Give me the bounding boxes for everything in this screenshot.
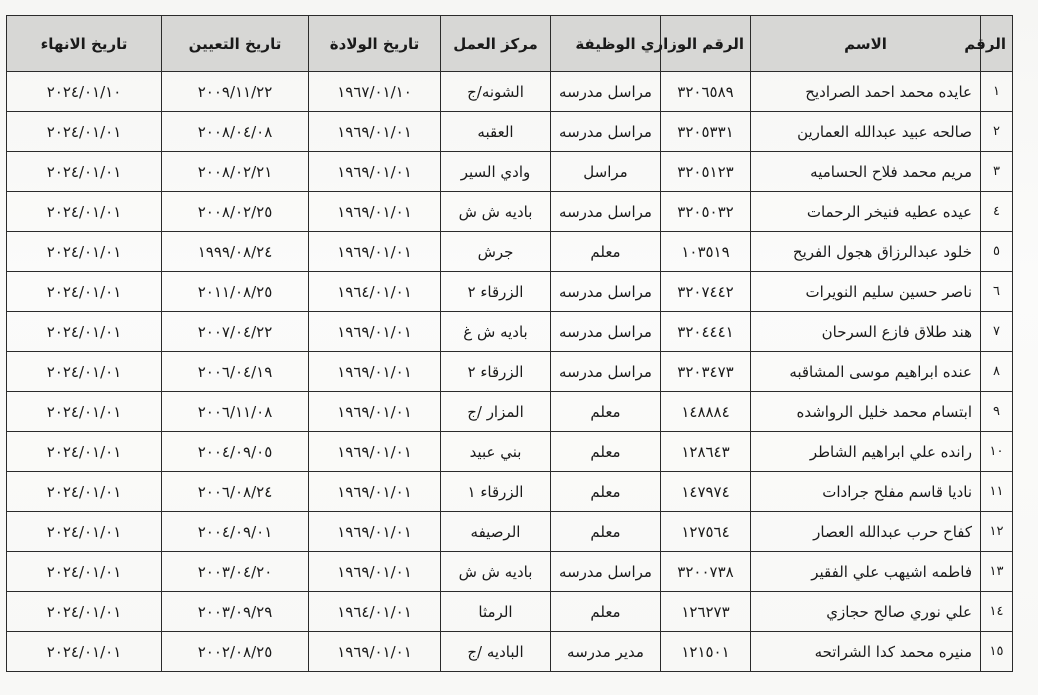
cell-job: مراسل مدرسه xyxy=(551,352,661,392)
cell-end-date: ٢٠٢٤/٠١/٠١ xyxy=(7,152,162,192)
cell-num: ١٠ xyxy=(981,432,1013,472)
cell-num: ٢ xyxy=(981,112,1013,152)
cell-name: خلود عبدالرزاق هجول الفريح xyxy=(751,232,981,272)
cell-name: منيره محمد كدا الشراتحه xyxy=(751,632,981,672)
cell-birth-date: ١٩٦٩/٠١/٠١ xyxy=(309,432,441,472)
table-row xyxy=(7,112,1013,152)
table-row xyxy=(7,552,1013,592)
cell-appointment-date: ٢٠٠٤/٠٩/٠١ xyxy=(162,512,309,552)
cell-work-center: جرش xyxy=(441,232,551,272)
cell-ministry-id: ١٠٣٥١٩ xyxy=(661,232,751,272)
cell-name: كفاح حرب عبدالله العصار xyxy=(751,512,981,552)
cell-job: معلم xyxy=(551,232,661,272)
cell-name: ناديا قاسم مفلح جرادات xyxy=(751,472,981,512)
cell-job: معلم xyxy=(551,472,661,512)
cell-num: ١٣ xyxy=(981,552,1013,592)
cell-name: ناصر حسين سليم النويرات xyxy=(751,272,981,312)
cell-end-date: ٢٠٢٤/٠١/٠١ xyxy=(7,552,162,592)
cell-end-date: ٢٠٢٤/٠١/٠١ xyxy=(7,472,162,512)
cell-ministry-id: ١٢٦٢٧٣ xyxy=(661,592,751,632)
cell-name: صالحه عبيد عبدالله العمارين xyxy=(751,112,981,152)
cell-name: هند طلاق فازع السرحان xyxy=(751,312,981,352)
header-end-date: تاريخ الانهاء xyxy=(7,16,162,72)
cell-end-date: ٢٠٢٤/٠١/٠١ xyxy=(7,392,162,432)
cell-work-center: وادي السير xyxy=(441,152,551,192)
cell-ministry-id: ٣٢٠٥٣٣١ xyxy=(661,112,751,152)
cell-ministry-id: ١٤٧٩٧٤ xyxy=(661,472,751,512)
cell-num: ١٥ xyxy=(981,632,1013,672)
header-ministry-id: الرقم الوزاري xyxy=(661,16,751,72)
cell-ministry-id: ١٤٨٨٨٤ xyxy=(661,392,751,432)
cell-end-date: ٢٠٢٤/٠١/٠١ xyxy=(7,112,162,152)
employee-roster-table xyxy=(6,15,1013,672)
cell-num: ١ xyxy=(981,72,1013,112)
cell-job: مراسل مدرسه xyxy=(551,552,661,592)
cell-num: ٦ xyxy=(981,272,1013,312)
cell-end-date: ٢٠٢٤/٠١/٠١ xyxy=(7,432,162,472)
cell-ministry-id: ٣٢٠٧٤٤٢ xyxy=(661,272,751,312)
cell-appointment-date: ٢٠٠٧/٠٤/٢٢ xyxy=(162,312,309,352)
cell-appointment-date: ٢٠٠٨/٠٢/٢٥ xyxy=(162,192,309,232)
cell-name: عنده ابراهيم موسى المشاقبه xyxy=(751,352,981,392)
cell-ministry-id: ٣٢٠٥١٢٣ xyxy=(661,152,751,192)
cell-birth-date: ١٩٦٩/٠١/٠١ xyxy=(309,192,441,232)
cell-work-center: بني عبيد xyxy=(441,432,551,472)
cell-appointment-date: ٢٠٠٨/٠٤/٠٨ xyxy=(162,112,309,152)
table-row xyxy=(7,152,1013,192)
cell-appointment-date: ٢٠٠٣/٠٩/٢٩ xyxy=(162,592,309,632)
cell-end-date: ٢٠٢٤/٠١/٠١ xyxy=(7,272,162,312)
table-row xyxy=(7,192,1013,232)
cell-ministry-id: ٣٢٠٥٠٣٢ xyxy=(661,192,751,232)
cell-job: مراسل مدرسه xyxy=(551,72,661,112)
cell-work-center: الرمثا xyxy=(441,592,551,632)
cell-work-center: الرصيفه xyxy=(441,512,551,552)
cell-birth-date: ١٩٦٤/٠١/٠١ xyxy=(309,592,441,632)
cell-job: معلم xyxy=(551,432,661,472)
cell-num: ١٤ xyxy=(981,592,1013,632)
cell-appointment-date: ٢٠١١/٠٨/٢٥ xyxy=(162,272,309,312)
cell-end-date: ٢٠٢٤/٠١/٠١ xyxy=(7,232,162,272)
cell-end-date: ٢٠٢٤/٠١/٠١ xyxy=(7,512,162,552)
cell-name: عايده محمد احمد الصراديح xyxy=(751,72,981,112)
cell-ministry-id: ٣٢٠٦٥٨٩ xyxy=(661,72,751,112)
cell-job: مراسل مدرسه xyxy=(551,312,661,352)
cell-num: ٩ xyxy=(981,392,1013,432)
cell-birth-date: ١٩٦٩/٠١/٠١ xyxy=(309,392,441,432)
header-birth-date: تاريخ الولادة xyxy=(309,16,441,72)
cell-ministry-id: ٣٢٠٠٧٣٨ xyxy=(661,552,751,592)
cell-num: ٣ xyxy=(981,152,1013,192)
cell-end-date: ٢٠٢٤/٠١/٠١ xyxy=(7,632,162,672)
cell-birth-date: ١٩٦٩/٠١/٠١ xyxy=(309,232,441,272)
header-name: الاسم xyxy=(751,16,981,72)
header-work-center: مركز العمل xyxy=(441,16,551,72)
cell-work-center: الزرقاء ٢ xyxy=(441,272,551,312)
cell-appointment-date: ١٩٩٩/٠٨/٢٤ xyxy=(162,232,309,272)
cell-num: ١١ xyxy=(981,472,1013,512)
cell-job: معلم xyxy=(551,392,661,432)
cell-appointment-date: ٢٠٠٣/٠٤/٢٠ xyxy=(162,552,309,592)
cell-work-center: المزار /ج xyxy=(441,392,551,432)
cell-end-date: ٢٠٢٤/٠١/٠١ xyxy=(7,352,162,392)
cell-name: ابتسام محمد خليل الرواشده xyxy=(751,392,981,432)
cell-birth-date: ١٩٦٩/٠١/٠١ xyxy=(309,112,441,152)
cell-end-date: ٢٠٢٤/٠١/٠١ xyxy=(7,592,162,632)
cell-ministry-id: ١٢١٥٠١ xyxy=(661,632,751,672)
table-row xyxy=(7,432,1013,472)
cell-work-center: الشونه/ج xyxy=(441,72,551,112)
cell-num: ٥ xyxy=(981,232,1013,272)
cell-appointment-date: ٢٠٠٢/٠٨/٢٥ xyxy=(162,632,309,672)
table-body xyxy=(7,72,1013,672)
table-row xyxy=(7,272,1013,312)
cell-work-center: باديه ش ش xyxy=(441,552,551,592)
cell-birth-date: ١٩٦٩/٠١/٠١ xyxy=(309,152,441,192)
cell-ministry-id: ٣٢٠٣٤٧٣ xyxy=(661,352,751,392)
cell-work-center: الزرقاء ٢ xyxy=(441,352,551,392)
cell-name: فاطمه اشيهب علي الفقير xyxy=(751,552,981,592)
cell-job: مدير مدرسه xyxy=(551,632,661,672)
table-row xyxy=(7,312,1013,352)
cell-name: مريم محمد فلاح الحساميه xyxy=(751,152,981,192)
cell-birth-date: ١٩٦٩/٠١/٠١ xyxy=(309,552,441,592)
cell-birth-date: ١٩٦٩/٠١/٠١ xyxy=(309,632,441,672)
cell-birth-date: ١٩٦٩/٠١/٠١ xyxy=(309,352,441,392)
cell-end-date: ٢٠٢٤/٠١/١٠ xyxy=(7,72,162,112)
cell-appointment-date: ٢٠٠٨/٠٢/٢١ xyxy=(162,152,309,192)
cell-birth-date: ١٩٦٩/٠١/٠١ xyxy=(309,512,441,552)
cell-work-center: العقبه xyxy=(441,112,551,152)
table-row xyxy=(7,352,1013,392)
cell-name: رانده علي ابراهيم الشاطر xyxy=(751,432,981,472)
header-row xyxy=(7,16,1013,72)
cell-work-center: الباديه /ج xyxy=(441,632,551,672)
cell-job: معلم xyxy=(551,592,661,632)
table-row xyxy=(7,592,1013,632)
cell-job: مراسل xyxy=(551,152,661,192)
cell-end-date: ٢٠٢٤/٠١/٠١ xyxy=(7,192,162,232)
cell-num: ٨ xyxy=(981,352,1013,392)
cell-appointment-date: ٢٠٠٦/١١/٠٨ xyxy=(162,392,309,432)
cell-appointment-date: ٢٠٠٤/٠٩/٠٥ xyxy=(162,432,309,472)
cell-ministry-id: ١٢٨٦٤٣ xyxy=(661,432,751,472)
cell-appointment-date: ٢٠٠٦/٠٤/١٩ xyxy=(162,352,309,392)
table-row xyxy=(7,392,1013,432)
cell-job: مراسل مدرسه xyxy=(551,272,661,312)
cell-name: عيده عطيه فنيخر الرحمات xyxy=(751,192,981,232)
cell-birth-date: ١٩٦٧/٠١/١٠ xyxy=(309,72,441,112)
table-row xyxy=(7,512,1013,552)
cell-name: علي نوري صالح حجازي xyxy=(751,592,981,632)
table-row xyxy=(7,232,1013,272)
cell-work-center: الزرقاء ١ xyxy=(441,472,551,512)
header-appointment-date: تاريخ التعيين xyxy=(162,16,309,72)
cell-end-date: ٢٠٢٤/٠١/٠١ xyxy=(7,312,162,352)
cell-num: ٧ xyxy=(981,312,1013,352)
header-job: الوظيفة xyxy=(551,16,661,72)
cell-ministry-id: ١٢٧٥٦٤ xyxy=(661,512,751,552)
cell-job: معلم xyxy=(551,512,661,552)
cell-birth-date: ١٩٦٤/٠١/٠١ xyxy=(309,272,441,312)
cell-num: ١٢ xyxy=(981,512,1013,552)
cell-birth-date: ١٩٦٩/٠١/٠١ xyxy=(309,472,441,512)
cell-num: ٤ xyxy=(981,192,1013,232)
cell-birth-date: ١٩٦٩/٠١/٠١ xyxy=(309,312,441,352)
cell-job: مراسل مدرسه xyxy=(551,192,661,232)
cell-work-center: باديه ش غ xyxy=(441,312,551,352)
cell-ministry-id: ٣٢٠٤٤٤١ xyxy=(661,312,751,352)
table-row xyxy=(7,632,1013,672)
cell-work-center: باديه ش ش xyxy=(441,192,551,232)
table-row xyxy=(7,472,1013,512)
header-num: الرقم xyxy=(981,16,1013,72)
cell-appointment-date: ٢٠٠٦/٠٨/٢٤ xyxy=(162,472,309,512)
cell-job: مراسل مدرسه xyxy=(551,112,661,152)
cell-appointment-date: ٢٠٠٩/١١/٢٢ xyxy=(162,72,309,112)
table-row xyxy=(7,72,1013,112)
